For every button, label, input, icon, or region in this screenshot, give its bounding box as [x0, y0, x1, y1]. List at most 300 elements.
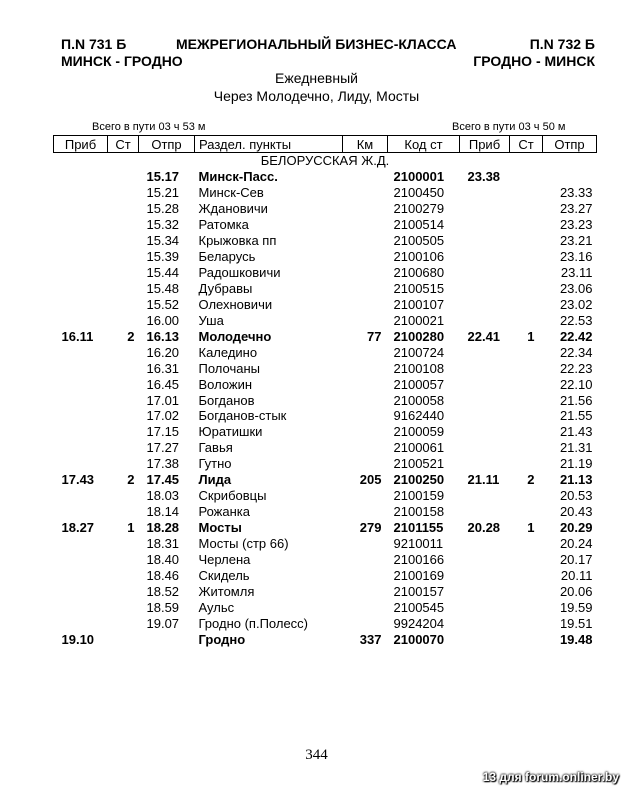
- return-arrival-time: [460, 408, 510, 424]
- departure-time: 17.45: [146, 472, 180, 488]
- return-stop-minutes: [510, 169, 543, 185]
- return-arrival-time: 20.28: [467, 520, 501, 536]
- station-name: Гродно (п.Полесс): [198, 615, 309, 631]
- return-departure-time: 22.23: [559, 360, 593, 376]
- station-code: 2100680: [393, 265, 445, 281]
- distance-km: 337: [359, 631, 382, 647]
- right-train-number: П.N 732 Б: [529, 36, 595, 52]
- departure-time: 15.28: [146, 201, 180, 217]
- return-stop-minutes: [510, 312, 543, 328]
- return-stop-minutes: [510, 296, 543, 312]
- station-code: 2100106: [393, 249, 445, 265]
- distance-km: [343, 169, 388, 185]
- return-departure-time: 23.02: [559, 296, 593, 312]
- distance-km: [343, 265, 388, 281]
- return-arrival-time: [460, 536, 510, 552]
- arrival-time: 18.27: [61, 520, 95, 536]
- return-arrival-time: [460, 281, 510, 297]
- return-departure-time: 22.10: [559, 376, 593, 392]
- return-departure-time: 23.11: [560, 265, 593, 281]
- table-row: [54, 615, 597, 631]
- station-name: Радошковичи: [198, 265, 281, 281]
- table-row: [54, 249, 597, 265]
- stop-minutes: [108, 233, 139, 249]
- distance-km: 77: [367, 328, 382, 344]
- station-code: 9210011: [393, 535, 444, 551]
- return-stop-minutes: [510, 440, 543, 456]
- stop-minutes: [108, 536, 139, 552]
- station-code: 2100108: [393, 360, 445, 376]
- return-departure-time: 23.27: [559, 201, 593, 217]
- departure-time: 18.59: [146, 599, 180, 615]
- return-arrival-time: [460, 392, 510, 408]
- return-stop-minutes: 1: [527, 520, 535, 536]
- departure-time: 16.00: [146, 312, 180, 328]
- return-arrival-time: 21.11: [467, 472, 500, 488]
- return-arrival-time: [460, 424, 510, 440]
- arrival-time: [54, 169, 108, 185]
- return-arrival-time: [460, 567, 510, 583]
- distance-km: [343, 615, 388, 631]
- return-stop-minutes: [510, 631, 543, 647]
- distance-km: [343, 376, 388, 392]
- departure-time: 15.21: [146, 185, 180, 201]
- station-name: Черлена: [198, 551, 251, 567]
- station-code: 2100505: [393, 233, 445, 249]
- return-stop-minutes: [510, 376, 543, 392]
- distance-km: [343, 456, 388, 472]
- distance-km: [343, 599, 388, 615]
- departure-time: 17.02: [146, 408, 180, 424]
- stop-minutes: [108, 599, 139, 615]
- return-arrival-time: [460, 504, 510, 520]
- distance-km: [343, 392, 388, 408]
- return-stop-minutes: [510, 504, 543, 520]
- distance-km: [343, 488, 388, 504]
- station-code: 2100724: [393, 344, 445, 360]
- travel-time-left: Всего в пути 03 ч 53 м: [92, 121, 206, 133]
- return-arrival-time: [460, 344, 510, 360]
- table-row: [54, 536, 597, 552]
- station-name: Богданов-стык: [198, 408, 287, 424]
- stop-minutes: 1: [127, 520, 135, 536]
- arrival-time: [54, 424, 108, 440]
- departure-time: 18.40: [146, 551, 180, 567]
- return-stop-minutes: [510, 599, 543, 615]
- stop-minutes: [108, 265, 139, 281]
- stop-minutes: [108, 201, 139, 217]
- station-name: Ждановичи: [198, 201, 268, 217]
- return-stop-minutes: [510, 249, 543, 265]
- table-row: [54, 233, 597, 249]
- return-arrival-time: [460, 185, 510, 201]
- return-departure-time: 23.16: [559, 249, 593, 265]
- header-row-1: [61, 36, 595, 54]
- return-departure-time: [543, 169, 597, 185]
- departure-time: 18.28: [146, 520, 180, 536]
- distance-km: [343, 440, 388, 456]
- arrival-time: [54, 185, 108, 201]
- departure-time: 18.52: [146, 583, 180, 599]
- station-name: Молодечно: [198, 328, 272, 344]
- return-departure-time: 19.59: [559, 599, 593, 615]
- station-name: Минск-Сев: [198, 185, 264, 201]
- station-name: Уша: [198, 312, 224, 328]
- distance-km: [343, 217, 388, 233]
- station-name: Беларусь: [198, 249, 256, 265]
- station-name: Житомля: [198, 583, 255, 599]
- departure-time: 16.31: [146, 360, 180, 376]
- table-row: [54, 328, 597, 344]
- station-name: Каледино: [198, 344, 258, 360]
- station-code: 2100021: [393, 312, 445, 328]
- station-code: 9162440: [393, 408, 445, 424]
- return-departure-time: 22.42: [559, 328, 593, 344]
- forum-watermark: 13 для forum.onliner.by: [482, 770, 619, 784]
- stop-minutes: [108, 504, 139, 520]
- railway-name: БЕЛОРУССКАЯ Ж.Д.: [260, 153, 390, 169]
- station-code: 2100057: [393, 376, 445, 392]
- arrival-time: [54, 265, 108, 281]
- return-stop-minutes: 2: [527, 472, 535, 488]
- departure-time: 15.44: [146, 265, 180, 281]
- distance-km: [343, 551, 388, 567]
- departure-time: 18.14: [146, 504, 180, 520]
- return-departure-time: 19.48: [559, 631, 593, 647]
- return-arrival-time: [460, 312, 510, 328]
- return-arrival-time: 22.41: [467, 328, 501, 344]
- station-code: 2100514: [393, 217, 445, 233]
- stop-minutes: [108, 583, 139, 599]
- timetable: [53, 135, 597, 647]
- return-stop-minutes: [510, 424, 543, 440]
- return-stop-minutes: [510, 185, 543, 201]
- arrival-time: [54, 488, 108, 504]
- return-arrival-time: [460, 360, 510, 376]
- arrival-time: [54, 281, 108, 297]
- station-code: 2100515: [393, 280, 445, 296]
- station-code: 2100166: [393, 551, 445, 567]
- table-row: [54, 456, 597, 472]
- arrival-time: 17.43: [61, 472, 95, 488]
- station-name: Воложин: [198, 376, 253, 392]
- station-name: Гутно: [198, 456, 232, 472]
- station-code: 2100545: [393, 599, 445, 615]
- return-departure-time: 20.06: [559, 583, 593, 599]
- return-departure-time: 20.43: [559, 504, 593, 520]
- return-arrival-time: 23.38: [467, 169, 501, 185]
- stop-minutes: [108, 312, 139, 328]
- station-code: 2100159: [393, 488, 445, 504]
- arrival-time: [54, 599, 108, 615]
- col-arrival-return: Приб: [460, 136, 510, 153]
- arrival-time: [54, 344, 108, 360]
- return-stop-minutes: [510, 456, 543, 472]
- station-code: 2100280: [393, 328, 445, 344]
- stop-minutes: [108, 456, 139, 472]
- return-departure-time: 21.13: [559, 472, 593, 488]
- arrival-time: [54, 615, 108, 631]
- table-row: [54, 201, 597, 217]
- station-code: 2100061: [393, 440, 445, 456]
- return-arrival-time: [460, 233, 510, 249]
- distance-km: [343, 312, 388, 328]
- station-code: 2100107: [393, 296, 445, 312]
- service-class-title: МЕЖРЕГИОНАЛЬНЫЙ БИЗНЕС-КЛАССА: [176, 36, 457, 52]
- stop-minutes: 2: [127, 472, 135, 488]
- return-arrival-time: [460, 217, 510, 233]
- table-row: [54, 440, 597, 456]
- stop-minutes: [108, 169, 139, 185]
- arrival-time: [54, 567, 108, 583]
- return-arrival-time: [460, 201, 510, 217]
- station-name: Ратомка: [198, 217, 249, 233]
- col-stop-return: Ст: [510, 136, 543, 153]
- return-arrival-time: [460, 583, 510, 599]
- departure-time: 18.46: [146, 567, 180, 583]
- stop-minutes: [108, 631, 139, 647]
- page-number: 344: [305, 747, 328, 763]
- distance-km: [343, 296, 388, 312]
- railway-row: [54, 153, 597, 169]
- distance-km: [343, 504, 388, 520]
- station-name: Олехновичи: [198, 296, 273, 312]
- departure-time: 15.39: [146, 249, 180, 265]
- distance-km: [343, 424, 388, 440]
- arrival-time: [54, 233, 108, 249]
- station-name: Полочаны: [198, 360, 260, 376]
- station-name: Скидель: [198, 567, 250, 583]
- departure-time: 19.07: [146, 615, 180, 631]
- arrival-time: [54, 440, 108, 456]
- return-departure-time: 19.51: [559, 615, 593, 631]
- stop-minutes: [108, 551, 139, 567]
- departure-time: 16.45: [146, 376, 180, 392]
- return-departure-time: 22.34: [559, 344, 593, 360]
- departure-time: 15.34: [146, 233, 180, 249]
- table-row: [54, 344, 597, 360]
- arrival-time: [54, 376, 108, 392]
- table-row: [54, 312, 597, 328]
- return-departure-time: 21.43: [559, 424, 593, 440]
- stop-minutes: 2: [127, 328, 135, 344]
- station-code: 2100070: [393, 631, 445, 647]
- return-stop-minutes: [510, 265, 543, 281]
- table-row: [54, 217, 597, 233]
- arrival-time: [54, 312, 108, 328]
- stop-minutes: [108, 281, 139, 297]
- return-departure-time: 23.23: [559, 217, 593, 233]
- station-code: 2100001: [393, 169, 445, 185]
- table-row: [54, 265, 597, 281]
- station-name: Лида: [198, 472, 232, 488]
- left-route: МИНСК - ГРОДНО: [61, 53, 183, 69]
- col-station-code: Код ст: [388, 136, 460, 153]
- arrival-time: [54, 551, 108, 567]
- arrival-time: [54, 456, 108, 472]
- return-stop-minutes: [510, 488, 543, 504]
- return-departure-time: 21.19: [559, 456, 593, 472]
- departure-time: 17.15: [146, 424, 180, 440]
- arrival-time: [54, 504, 108, 520]
- return-departure-time: 22.53: [559, 312, 593, 328]
- right-route: ГРОДНО - МИНСК: [473, 53, 595, 69]
- distance-km: 279: [359, 520, 382, 536]
- distance-km: [343, 281, 388, 297]
- column-header-row: [54, 136, 597, 153]
- arrival-time: [54, 583, 108, 599]
- departure-time: 15.48: [146, 280, 180, 296]
- distance-km: [343, 249, 388, 265]
- return-departure-time: 20.17: [559, 551, 593, 567]
- table-row: [54, 424, 597, 440]
- travel-time-right: Всего в пути 03 ч 50 м: [452, 121, 566, 133]
- stop-minutes: [108, 249, 139, 265]
- station-name: Дубравы: [198, 280, 253, 296]
- arrival-time: 19.10: [61, 631, 95, 647]
- table-row: [54, 583, 597, 599]
- return-arrival-time: [460, 440, 510, 456]
- distance-km: [343, 185, 388, 201]
- return-departure-time: 20.24: [559, 535, 593, 551]
- stop-minutes: [108, 344, 139, 360]
- distance-km: [343, 360, 388, 376]
- distance-km: [343, 344, 388, 360]
- distance-km: [343, 583, 388, 599]
- departure-time: [139, 631, 195, 647]
- return-arrival-time: [460, 615, 510, 631]
- table-row: [54, 281, 597, 297]
- stop-minutes: [108, 360, 139, 376]
- return-stop-minutes: [510, 583, 543, 599]
- station-name: Аульс: [198, 599, 235, 615]
- return-stop-minutes: [510, 551, 543, 567]
- return-departure-time: 21.56: [559, 392, 593, 408]
- arrival-time: [54, 360, 108, 376]
- return-departure-time: 23.21: [559, 233, 593, 249]
- table-row: [54, 631, 597, 647]
- departure-time: 17.27: [146, 440, 180, 456]
- station-code: 2100279: [393, 201, 445, 217]
- station-code: 2100058: [393, 392, 445, 408]
- station-name: Мосты: [198, 520, 242, 536]
- arrival-time: [54, 217, 108, 233]
- departure-time: 17.01: [146, 392, 180, 408]
- table-row: [54, 376, 597, 392]
- station-name: Юратишки: [198, 424, 263, 440]
- header-row-2: [61, 53, 595, 71]
- return-stop-minutes: [510, 344, 543, 360]
- return-stop-minutes: [510, 536, 543, 552]
- stop-minutes: [108, 408, 139, 424]
- station-name: Рожанка: [198, 504, 250, 520]
- station-code: 2100169: [393, 567, 445, 583]
- station-code: 2100059: [393, 424, 445, 440]
- col-departure: Отпр: [139, 136, 195, 153]
- col-arrival: Приб: [54, 136, 108, 153]
- station-name: Минск-Пасс.: [198, 169, 278, 185]
- station-name: Гавья: [198, 440, 233, 456]
- stop-minutes: [108, 488, 139, 504]
- table-row: [54, 520, 597, 536]
- return-stop-minutes: [510, 615, 543, 631]
- table-row: [54, 472, 597, 488]
- return-stop-minutes: [510, 392, 543, 408]
- stop-minutes: [108, 615, 139, 631]
- table-row: [54, 504, 597, 520]
- distance-km: [343, 408, 388, 424]
- table-row: [54, 185, 597, 201]
- departure-time: 17.38: [146, 456, 180, 472]
- route-via: Через Молодечно, Лиду, Мосты: [213, 88, 420, 104]
- station-code: 2100157: [393, 583, 445, 599]
- table-row: [54, 551, 597, 567]
- station-code: 2100521: [393, 456, 445, 472]
- stop-minutes: [108, 376, 139, 392]
- departure-time: 18.31: [146, 535, 180, 551]
- arrival-time: [54, 392, 108, 408]
- station-name: Мосты (стр 66): [198, 535, 289, 551]
- table-row: [54, 296, 597, 312]
- return-departure-time: 20.29: [559, 520, 593, 536]
- return-stop-minutes: 1: [527, 328, 535, 344]
- distance-km: [343, 567, 388, 583]
- station-code: 2100158: [393, 504, 445, 520]
- station-code: 2100450: [393, 185, 445, 201]
- station-name: Крыжовка пп: [198, 233, 277, 249]
- return-departure-time: 23.06: [559, 280, 593, 296]
- col-departure-return: Отпр: [543, 136, 597, 153]
- arrival-time: [54, 201, 108, 217]
- departure-time: 18.03: [146, 488, 180, 504]
- stop-minutes: [108, 567, 139, 583]
- stop-minutes: [108, 392, 139, 408]
- table-row: [54, 169, 597, 185]
- schedule-frequency: Ежедневный: [275, 70, 358, 86]
- return-arrival-time: [460, 265, 510, 281]
- table-row: [54, 408, 597, 424]
- table-row: [54, 360, 597, 376]
- arrival-time: [54, 408, 108, 424]
- return-arrival-time: [460, 488, 510, 504]
- arrival-time: [54, 249, 108, 265]
- return-departure-time: 21.31: [559, 440, 593, 456]
- departure-time: 16.20: [146, 344, 180, 360]
- return-stop-minutes: [510, 233, 543, 249]
- return-stop-minutes: [510, 408, 543, 424]
- table-row: [54, 567, 597, 583]
- stop-minutes: [108, 296, 139, 312]
- station-name: Гродно: [198, 631, 246, 647]
- distance-km: [343, 233, 388, 249]
- station-code: 2100250: [393, 472, 445, 488]
- return-stop-minutes: [510, 360, 543, 376]
- arrival-time: 16.11: [61, 328, 94, 344]
- return-arrival-time: [460, 456, 510, 472]
- return-stop-minutes: [510, 281, 543, 297]
- distance-km: [343, 536, 388, 552]
- return-departure-time: 23.33: [559, 185, 593, 201]
- station-code: 9924204: [393, 615, 445, 631]
- return-stop-minutes: [510, 217, 543, 233]
- stop-minutes: [108, 440, 139, 456]
- departure-time: 15.17: [146, 169, 180, 185]
- station-name: Скрибовцы: [198, 488, 267, 504]
- return-arrival-time: [460, 551, 510, 567]
- arrival-time: [54, 296, 108, 312]
- return-departure-time: 20.53: [559, 488, 593, 504]
- left-train-number: П.N 731 Б: [61, 36, 127, 52]
